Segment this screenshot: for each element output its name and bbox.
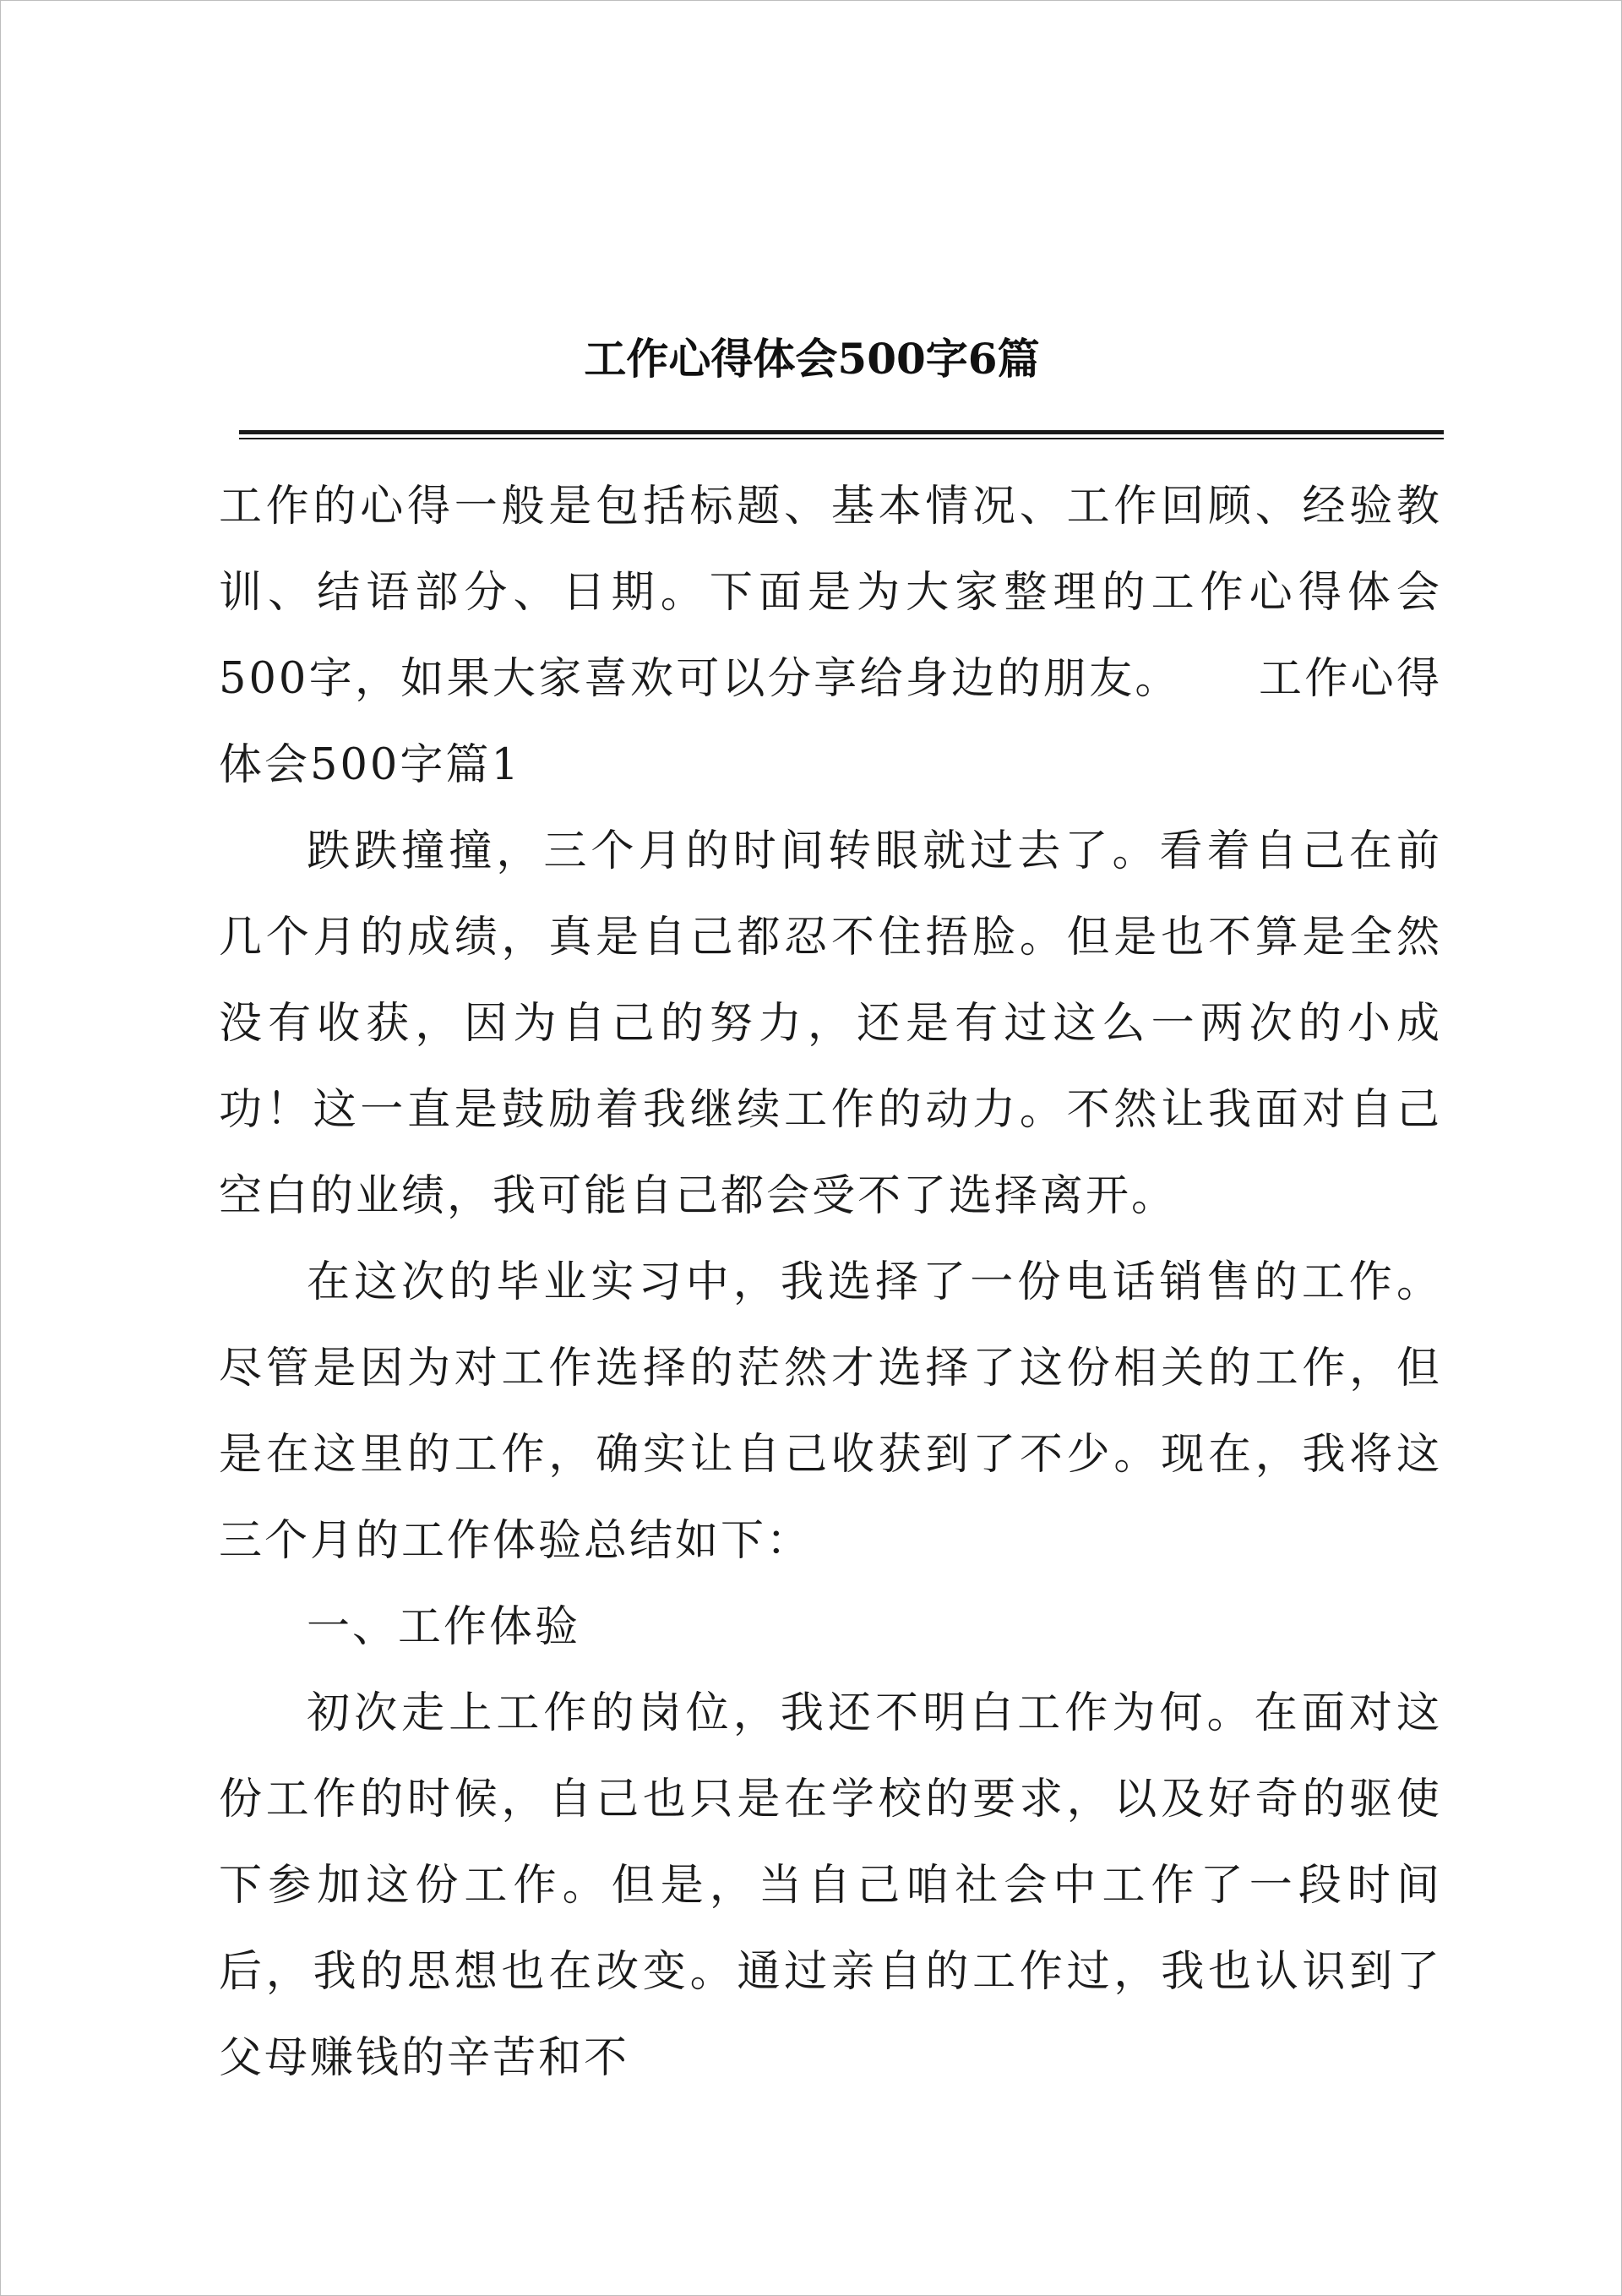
body-paragraph-3: 初次走上工作的岗位，我还不明白工作为何。在面对这份工作的时候，自己也只是在学校的要求，以及好奇的驱使下参加这份工作。但是，当自己咱社会中工作了一段时间后，我的思想也在改变。通过亲自的工作过，我也认识到了父母赚钱的辛苦和不 — [219, 1688, 1442, 2083]
document-body — [219, 464, 1442, 2102]
body-paragraph-1: 跌跌撞撞，三个月的时间转眼就过去了。看着自己在前几个月的成绩，真是自己都忍不住捂脸。但是也不算是全然没有收获，因为自己的努力，还是有过这么一两次的小成功！这一直是鼓励着我继续工作的动力。不然让我面对自己空白的业绩，我可能自己都会受不了选择离开。 — [219, 826, 1442, 1221]
section-heading: 工作心得体会500字篇1 — [219, 654, 1442, 790]
title-rule-thin — [239, 438, 1444, 439]
intro-text: 工作的心得一般是包括标题、基本情况、工作回顾、经验教训、结语部分、日期。下面是为大家整理的工作心得体会500字，如果大家喜欢可以分享给身边的朋友。 — [219, 482, 1442, 704]
body-paragraph-2: 在这次的毕业实习中，我选择了一份电话销售的工作。尽管是因为对工作选择的茫然才选择了这份相关的工作，但是在这里的工作，确实让自己收获到了不少。现在，我将这三个月的工作体验总结如下： — [219, 1257, 1442, 1566]
intro-paragraph — [219, 464, 1442, 809]
document-title: 工作心得体会500字6篇 — [584, 334, 1040, 384]
title-rule-thick — [239, 430, 1444, 434]
subheading-work-experience: 一、工作体验 — [307, 1602, 581, 1652]
